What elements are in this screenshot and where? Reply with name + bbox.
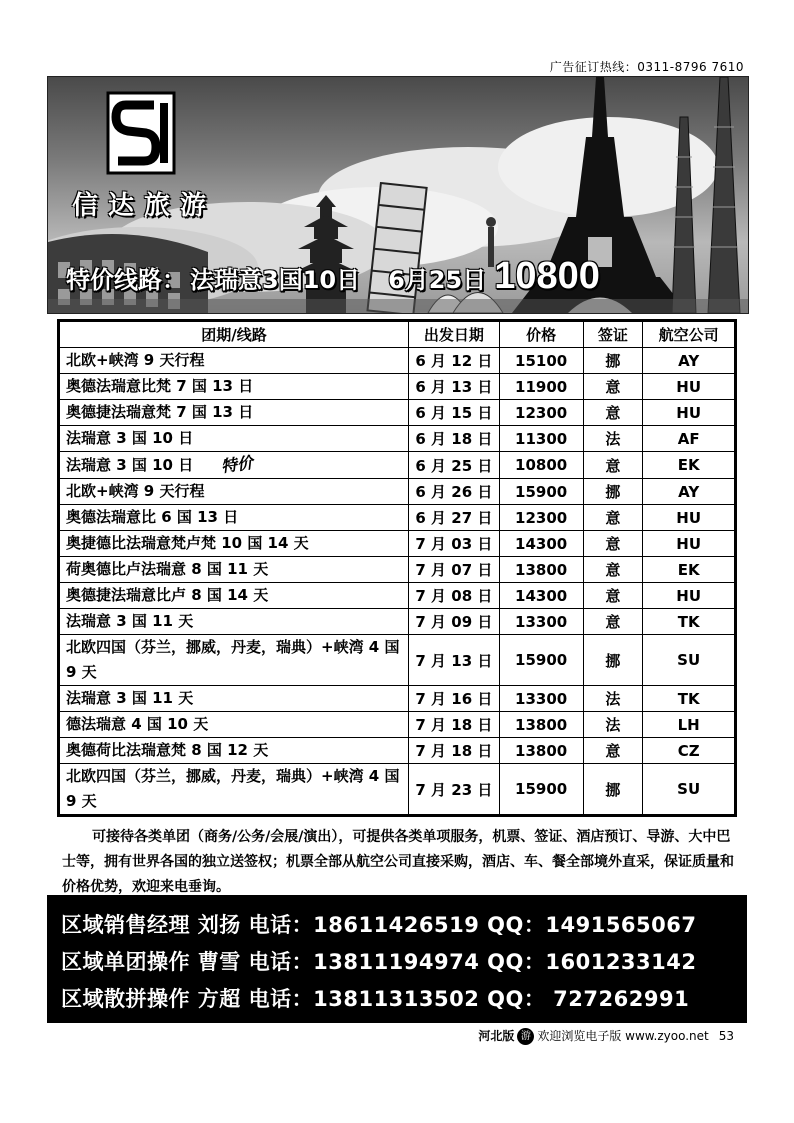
- visa-cell: [583, 583, 643, 609]
- airline-cell: [643, 583, 736, 609]
- date-cell: [409, 505, 500, 531]
- table-body: [59, 348, 736, 816]
- visa-cell: [583, 712, 643, 738]
- price-cell-text: 15900: [515, 780, 568, 798]
- airline-cell-text: HU: [676, 508, 702, 527]
- airline-cell-text: SU: [677, 651, 701, 669]
- price-cell: [499, 479, 583, 505]
- table-row: [59, 374, 736, 400]
- price-cell-text: 13800: [515, 741, 568, 760]
- route-cell-text: 法瑞意 3 国 11 天: [66, 612, 194, 630]
- price-cell: [499, 557, 583, 583]
- table-row: [59, 712, 736, 738]
- visa-cell: [583, 686, 643, 712]
- table-row: [59, 531, 736, 557]
- website-text: 欢迎浏览电子版 www.zyoo.net: [537, 1029, 709, 1043]
- route-cell-text: 北欧+峡湾 9 天行程: [66, 351, 205, 369]
- route-cell: [59, 426, 409, 452]
- route-cell-text: 法瑞意 3 国 10 日: [66, 456, 194, 474]
- route-cell: [59, 635, 409, 686]
- price-cell: [499, 374, 583, 400]
- route-cell: [59, 479, 409, 505]
- page-number: 53: [718, 1029, 734, 1043]
- airline-cell: [643, 426, 736, 452]
- visa-cell: [583, 764, 643, 816]
- route-cell: [59, 400, 409, 426]
- airline-cell-text: TK: [677, 689, 700, 708]
- visa-cell-text: 挪: [605, 651, 621, 670]
- date-cell: [409, 374, 500, 400]
- airline-cell: [643, 712, 736, 738]
- visa-cell-text: 挪: [605, 780, 621, 799]
- price-cell-text: 12300: [515, 403, 568, 422]
- price-cell: [499, 764, 583, 816]
- visa-cell-text: 意: [605, 456, 621, 475]
- date-cell-text: 6 月 18 日: [415, 430, 493, 448]
- route-cell-text: 法瑞意 3 国 10 日: [66, 429, 194, 447]
- date-cell-text: 7 月 03 日: [415, 535, 493, 553]
- contact-row: 区域散拼操作 方超 电话：13811313502 QQ： 727262991: [61, 987, 690, 1011]
- route-cell-text: 荷奥德比卢法瑞意 8 国 11 天: [66, 560, 269, 578]
- airline-cell: [643, 764, 736, 816]
- airline-cell: [643, 348, 736, 374]
- promo-date: 6月25日: [388, 266, 487, 294]
- table-row: [59, 426, 736, 452]
- price-cell: [499, 635, 583, 686]
- visa-cell-text: 意: [605, 535, 621, 553]
- date-cell-text: 7 月 18 日: [415, 716, 493, 734]
- promo-line: [66, 255, 600, 298]
- contact-row: 区域销售经理 刘扬 电话：18611426519 QQ：1491565067: [61, 913, 697, 937]
- price-cell-text: 13300: [515, 612, 568, 631]
- airline-cell: [643, 557, 736, 583]
- visa-cell-text: 法: [605, 430, 621, 448]
- date-cell-text: 6 月 12 日: [415, 352, 493, 370]
- tour-table: [57, 319, 737, 817]
- date-cell: [409, 400, 500, 426]
- visa-cell: [583, 426, 643, 452]
- date-cell: [409, 609, 500, 635]
- visa-cell: [583, 452, 643, 479]
- visa-cell-text: 法: [605, 690, 621, 708]
- route-cell: [59, 609, 409, 635]
- header-route: 团期/线路: [59, 321, 409, 348]
- date-cell: [409, 583, 500, 609]
- route-cell-text: 奥德捷法瑞意梵 7 国 13 日: [66, 403, 254, 421]
- visa-cell: [583, 531, 643, 557]
- visa-cell: [583, 635, 643, 686]
- magazine-badge-icon: 游: [517, 1028, 534, 1045]
- visa-cell-text: 挪: [605, 483, 621, 501]
- route-cell-text: 奥德捷法瑞意比卢 8 国 14 天: [66, 586, 269, 604]
- route-cell-text: 奥德法瑞意比 6 国 13 日: [66, 508, 239, 526]
- table-row: [59, 635, 736, 686]
- table-row: [59, 479, 736, 505]
- table-row: [59, 583, 736, 609]
- airline-cell-text: AY: [678, 351, 700, 370]
- route-cell-text: 奥德荷比法瑞意梵 8 国 12 天: [66, 741, 269, 759]
- date-cell: [409, 426, 500, 452]
- price-cell-text: 15900: [515, 651, 568, 669]
- date-cell-text: 6 月 25 日: [415, 456, 493, 475]
- contact-row: 区域单团操作 曹雪 电话：13811194974 QQ：1601233142: [61, 950, 697, 974]
- airline-cell-text: HU: [676, 586, 702, 605]
- price-cell: [499, 738, 583, 764]
- visa-cell-text: 意: [605, 509, 621, 527]
- route-cell: [59, 505, 409, 531]
- airline-cell: [643, 531, 736, 557]
- date-cell: [409, 738, 500, 764]
- table-row: [59, 609, 736, 635]
- route-cell: [59, 531, 409, 557]
- airline-cell-text: AF: [677, 429, 700, 448]
- airline-cell-text: CZ: [677, 741, 700, 760]
- date-cell: [409, 635, 500, 686]
- banner: [47, 76, 749, 314]
- price-cell: [499, 712, 583, 738]
- price-cell-text: 13800: [515, 560, 568, 579]
- visa-cell-text: 意: [605, 613, 621, 631]
- date-cell: [409, 531, 500, 557]
- price-cell: [499, 452, 583, 479]
- airline-cell-text: SU: [677, 780, 701, 798]
- brand-logo: [106, 91, 176, 175]
- route-cell: [59, 712, 409, 738]
- visa-cell-text: 法: [605, 716, 621, 734]
- price-cell-text: 11300: [515, 429, 568, 448]
- price-cell-text: 14300: [515, 534, 568, 553]
- visa-cell: [583, 479, 643, 505]
- table-header-row: [59, 321, 736, 348]
- airline-cell-text: TK: [677, 612, 700, 631]
- airline-cell-text: EK: [677, 456, 700, 474]
- route-cell: [59, 686, 409, 712]
- table-row: [59, 452, 736, 479]
- route-cell-text: 奥德法瑞意比梵 7 国 13 日: [66, 377, 254, 395]
- visa-cell-text: 意: [605, 404, 621, 422]
- visa-cell: [583, 505, 643, 531]
- date-cell: [409, 479, 500, 505]
- date-cell: [409, 557, 500, 583]
- promo-route: 法瑞意3国10日: [190, 266, 361, 294]
- price-cell-text: 15900: [515, 482, 568, 501]
- route-cell-text: 奥捷德比法瑞意梵卢梵 10 国 14 天: [66, 534, 309, 552]
- date-cell: [409, 712, 500, 738]
- price-cell: [499, 531, 583, 557]
- date-cell-text: 7 月 09 日: [415, 613, 493, 631]
- airline-cell-text: HU: [676, 534, 702, 553]
- header-price: 价格: [499, 321, 583, 348]
- date-cell: [409, 348, 500, 374]
- date-cell-text: 7 月 08 日: [415, 587, 493, 605]
- header-date: 出发日期: [409, 321, 500, 348]
- price-cell: [499, 400, 583, 426]
- header-visa: 签证: [583, 321, 643, 348]
- visa-cell: [583, 400, 643, 426]
- airline-cell-text: HU: [676, 377, 702, 396]
- special-offer-tag: 特价: [220, 452, 255, 477]
- date-cell-text: 7 月 16 日: [415, 690, 493, 708]
- price-cell-text: 11900: [515, 377, 568, 396]
- service-intro: 可接待各类单团（商务/公务/会展/演出），可提供各类单项服务，机票、签证、酒店预订、导游、大中巴士等，拥有世界各国的独立送签权；机票全部从航空公司直接采购，酒店、车、餐全部境外直采，保证质量和价格优势，欢迎来电垂询。: [62, 829, 734, 895]
- price-cell: [499, 348, 583, 374]
- route-cell-text: 北欧四国（芬兰，挪威，丹麦，瑞典）+峡湾 4 国 9 天: [66, 767, 400, 810]
- airline-cell: [643, 738, 736, 764]
- airline-cell: [643, 400, 736, 426]
- route-cell: [59, 374, 409, 400]
- price-cell: [499, 583, 583, 609]
- date-cell-text: 6 月 13 日: [415, 378, 493, 396]
- price-cell-text: 12300: [515, 508, 568, 527]
- visa-cell: [583, 738, 643, 764]
- route-cell: [59, 738, 409, 764]
- page-footer: [478, 1027, 734, 1045]
- visa-cell: [583, 609, 643, 635]
- price-cell-text: 13800: [515, 715, 568, 734]
- price-cell: [499, 686, 583, 712]
- brand-name: 信达旅游: [72, 191, 217, 221]
- airline-cell-text: AY: [678, 482, 700, 501]
- airline-cell: [643, 609, 736, 635]
- table-row: [59, 686, 736, 712]
- airline-cell-text: EK: [677, 560, 700, 579]
- visa-cell-text: 意: [605, 378, 621, 396]
- date-cell-text: 6 月 15 日: [415, 404, 493, 422]
- route-cell-text: 北欧+峡湾 9 天行程: [66, 482, 205, 500]
- price-cell-text: 13300: [515, 689, 568, 708]
- price-cell: [499, 505, 583, 531]
- price-cell: [499, 609, 583, 635]
- price-cell-text: 15100: [515, 351, 568, 370]
- route-cell: [59, 348, 409, 374]
- visa-cell-text: 意: [605, 742, 621, 760]
- table-row: [59, 505, 736, 531]
- date-cell-text: 6 月 26 日: [415, 483, 493, 501]
- route-cell-text: 法瑞意 3 国 11 天: [66, 689, 194, 707]
- route-cell-text: 德法瑞意 4 国 10 天: [66, 715, 209, 733]
- price-cell-text: 14300: [515, 586, 568, 605]
- route-cell: [59, 452, 409, 479]
- table-row: [59, 557, 736, 583]
- route-cell-text: 北欧四国（芬兰，挪威，丹麦，瑞典）+峡湾 4 国 9 天: [66, 638, 400, 681]
- price-cell-text: 10800: [515, 456, 568, 474]
- price-cell: [499, 426, 583, 452]
- visa-cell: [583, 348, 643, 374]
- date-cell-text: 7 月 23 日: [415, 780, 493, 799]
- visa-cell-text: 挪: [605, 352, 621, 370]
- airline-cell: [643, 479, 736, 505]
- visa-cell: [583, 374, 643, 400]
- table-row: [59, 400, 736, 426]
- airline-cell-text: HU: [676, 403, 702, 422]
- airline-cell-text: LH: [677, 715, 700, 734]
- date-cell: [409, 452, 500, 479]
- table-row: [59, 348, 736, 374]
- route-cell: [59, 557, 409, 583]
- airline-cell: [643, 686, 736, 712]
- date-cell-text: 7 月 18 日: [415, 742, 493, 760]
- airline-cell: [643, 635, 736, 686]
- table-row: [59, 764, 736, 816]
- airline-cell: [643, 374, 736, 400]
- promo-price: 10800: [494, 255, 600, 297]
- promo-label: 特价线路：: [66, 266, 186, 294]
- airline-cell: [643, 505, 736, 531]
- date-cell-text: 7 月 13 日: [415, 651, 493, 670]
- visa-cell-text: 意: [605, 561, 621, 579]
- visa-cell-text: 意: [605, 587, 621, 605]
- ad-hotline: 广告征订热线：0311-8796 7610: [549, 60, 744, 74]
- date-cell-text: 6 月 27 日: [415, 509, 493, 527]
- edition-label: 河北版: [478, 1029, 515, 1043]
- visa-cell: [583, 557, 643, 583]
- header-airline: 航空公司: [643, 321, 736, 348]
- date-cell-text: 7 月 07 日: [415, 561, 493, 579]
- route-cell: [59, 583, 409, 609]
- airline-cell: [643, 452, 736, 479]
- date-cell: [409, 686, 500, 712]
- date-cell: [409, 764, 500, 816]
- contact-panel: [47, 895, 747, 1023]
- route-cell: [59, 764, 409, 816]
- table-row: [59, 738, 736, 764]
